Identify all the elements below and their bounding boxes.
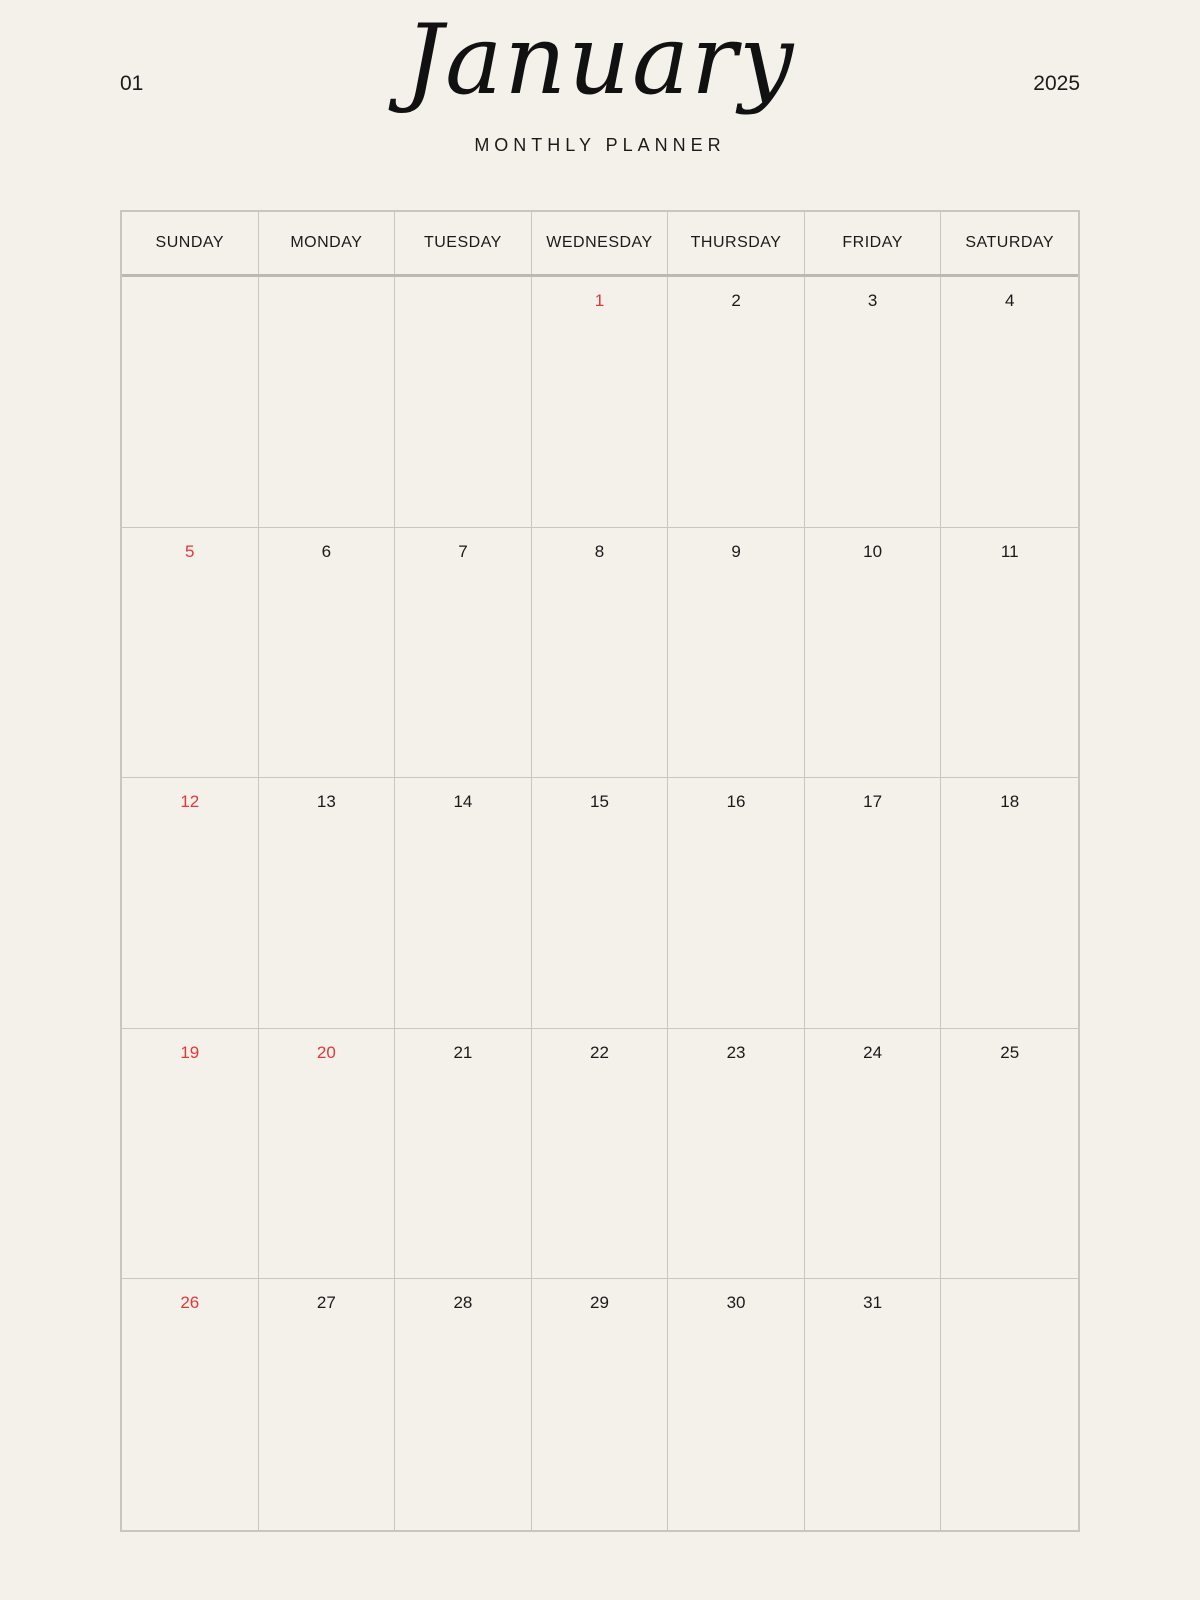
day-number: 10 <box>863 541 883 561</box>
weekday-thursday: THURSDAY <box>668 212 805 274</box>
day-cell[interactable] <box>941 528 1078 779</box>
month-number: 01 <box>120 72 144 95</box>
day-cell[interactable] <box>122 1279 259 1530</box>
day-cell[interactable] <box>259 277 396 528</box>
day-number: 6 <box>321 541 332 561</box>
day-cell[interactable] <box>805 1029 942 1280</box>
year: 2025 <box>1033 72 1080 95</box>
day-number: 19 <box>180 1042 200 1062</box>
day-number: 2 <box>731 291 741 310</box>
day-cell[interactable] <box>395 1029 532 1280</box>
day-number: 1 <box>594 291 605 310</box>
day-number: 27 <box>316 1293 336 1312</box>
day-number: 11 <box>1000 541 1019 561</box>
day-cell[interactable] <box>395 778 532 1029</box>
day-number: 24 <box>863 1042 883 1062</box>
day-cell[interactable] <box>122 1029 259 1280</box>
day-cell[interactable] <box>122 277 259 528</box>
subtitle: MONTHLY PLANNER <box>474 135 726 155</box>
day-number: 7 <box>458 541 468 561</box>
day-cell[interactable] <box>941 778 1078 1029</box>
day-cell[interactable] <box>941 1029 1078 1280</box>
day-number: 29 <box>590 1293 609 1312</box>
day-number: 23 <box>726 1042 746 1062</box>
day-cell[interactable] <box>941 1279 1078 1530</box>
day-number: 15 <box>590 792 609 811</box>
day-number: 16 <box>726 792 746 811</box>
day-number: 3 <box>867 291 878 310</box>
weekday-wednesday: WEDNESDAY <box>532 212 669 274</box>
day-cell[interactable] <box>395 1279 532 1530</box>
month-title: January <box>404 4 796 116</box>
day-number: 4 <box>1004 291 1015 310</box>
day-cell[interactable] <box>259 1029 396 1280</box>
day-cell[interactable] <box>668 1279 805 1530</box>
day-number: 28 <box>453 1293 473 1312</box>
day-cell[interactable] <box>259 1279 396 1530</box>
day-number: 26 <box>180 1293 200 1312</box>
day-cell[interactable] <box>668 778 805 1029</box>
day-cell[interactable] <box>259 778 396 1029</box>
day-number: 18 <box>1000 792 1020 811</box>
day-cell[interactable] <box>805 528 942 779</box>
day-cell[interactable] <box>805 778 942 1029</box>
day-cell[interactable] <box>259 528 396 779</box>
day-number: 20 <box>316 1042 336 1062</box>
day-cell[interactable] <box>532 778 669 1029</box>
day-number: 22 <box>590 1042 609 1062</box>
day-cell[interactable] <box>395 528 532 779</box>
weekday-friday: FRIDAY <box>805 212 942 274</box>
day-number: 8 <box>594 541 605 561</box>
day-number: 17 <box>863 792 883 811</box>
day-number: 30 <box>726 1293 746 1312</box>
weekday-saturday: SATURDAY <box>965 234 1055 251</box>
weekday-sunday: SUNDAY <box>122 212 259 274</box>
day-cell[interactable] <box>668 277 805 528</box>
day-cell[interactable] <box>532 1279 669 1530</box>
day-number: 5 <box>185 541 195 561</box>
day-number: 21 <box>453 1042 473 1062</box>
day-cell[interactable] <box>941 277 1078 528</box>
day-cell[interactable] <box>668 1029 805 1280</box>
day-cell[interactable] <box>805 277 942 528</box>
weekday-header <box>122 212 1078 277</box>
day-cell[interactable] <box>122 778 259 1029</box>
day-number: 12 <box>180 792 200 811</box>
day-cell[interactable] <box>532 528 669 779</box>
day-cell[interactable] <box>532 277 669 528</box>
day-cell[interactable] <box>395 277 532 528</box>
day-cell[interactable] <box>668 528 805 779</box>
day-number: 14 <box>453 792 473 811</box>
calendar-grid <box>120 210 1080 1532</box>
day-cell[interactable] <box>122 528 259 779</box>
day-number: 9 <box>731 541 741 561</box>
day-number: 13 <box>316 792 336 811</box>
day-number: 25 <box>1000 1042 1020 1062</box>
day-number: 31 <box>863 1293 883 1312</box>
weekday-monday: MONDAY <box>259 212 396 274</box>
weekday-tuesday: TUESDAY <box>395 212 532 274</box>
days-body <box>122 277 1078 1530</box>
day-cell[interactable] <box>532 1029 669 1280</box>
day-cell[interactable] <box>805 1279 942 1530</box>
